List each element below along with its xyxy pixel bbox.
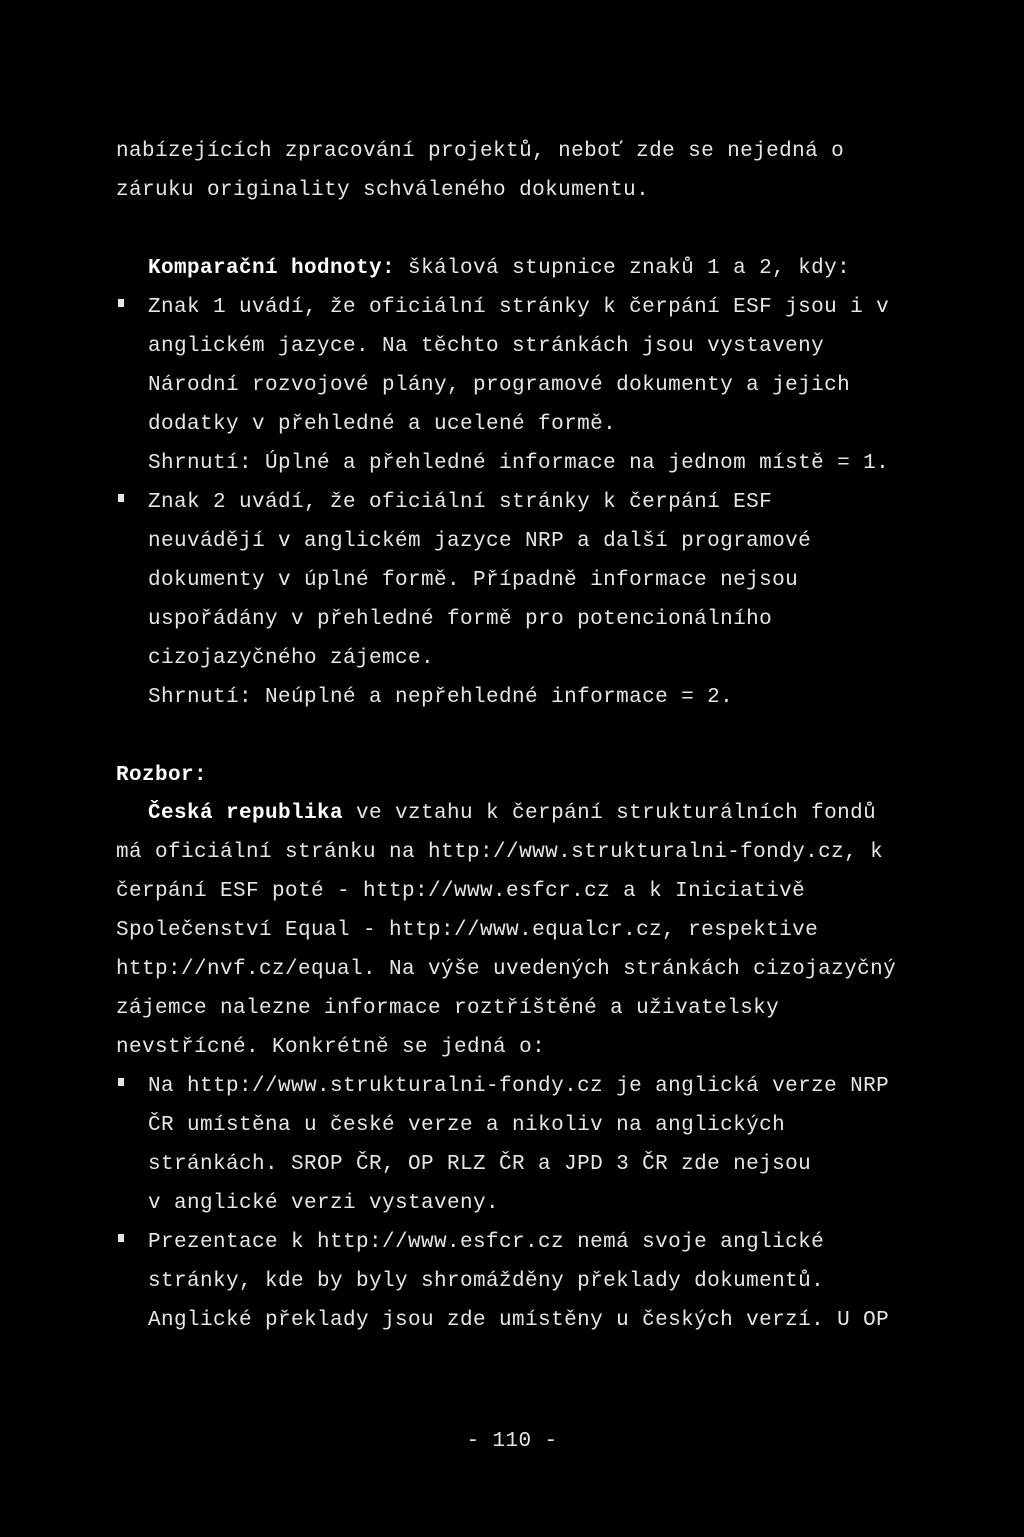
komparacni-line [148,257,850,281]
rozbor-line-6: zájemce nalezne informace roztříštěné a uživatelsky [116,997,780,1020]
komparacni-label: Komparační hodnoty: [148,257,396,280]
znak2-line-5: cizojazyčného zájemce. [148,647,435,670]
bullet4-line-1: Prezentace k http://www.esfcr.cz nemá svoje anglické [148,1231,825,1254]
bullet-marker-1 [118,299,124,307]
rozbor-line-1 [148,802,876,826]
bullet-marker-4 [118,1234,124,1242]
znak1-line-4: dodatky v přehledné a ucelené formě. [148,413,617,436]
intro-line-1: nabízejících zpracování projektů, neboť zde se nejedná o [116,140,845,163]
znak2-summary: Shrnutí: Neúplné a nepřehledné informace = 2. [148,686,734,709]
bullet3-line-4: v anglické verzi vystaveny. [148,1192,500,1215]
bullet3-line-2: ČR umístěna u české verze a nikoliv na anglických [148,1114,786,1137]
bullet4-line-3: Anglické překlady jsou zde umístěny u českých verzí. U OP [148,1309,890,1332]
bullet4-line-2: stránky, kde by byly shromážděny překlady dokumentů. [148,1270,825,1293]
bullet3-line-3: stránkách. SROP ČR, OP RLZ ČR a JPD 3 ČR zde nejsou [148,1153,812,1176]
page-number: - 110 - [466,1430,558,1453]
znak2-line-3: dokumenty v úplné formě. Případně informace nejsou [148,569,799,592]
bullet-marker-2 [118,494,124,502]
rozbor-line-3: čerpání ESF poté - http://www.esfcr.cz a k Iniciativě [116,880,806,903]
znak2-line-4: uspořádány v přehledné formě pro potencionálního [148,608,773,631]
bullet3-line-1: Na http://www.strukturalni-fondy.cz je anglická verze NRP [148,1075,890,1098]
rozbor-line-4: Společenství Equal - http://www.equalcr.cz, respektive [116,919,819,942]
rozbor-line-1-rest: ve vztahu k čerpání strukturálních fondů [343,802,877,825]
znak2-line-2: neuvádějí v anglickém jazyce NRP a další programové [148,530,812,553]
rozbor-country: Česká republika [148,802,344,825]
rozbor-line-7: nevstřícné. Konkrétně se jedná o: [116,1036,546,1059]
bullet-marker-3 [118,1078,124,1086]
intro-line-2: záruku originality schváleného dokumentu. [116,179,650,202]
znak1-line-3: Národní rozvojové plány, programové dokumenty a jejich [148,374,851,397]
rozbor-line-2: má oficiální stránku na http://www.strukturalni-fondy.cz, k [116,841,884,864]
znak1-summary: Shrnutí: Úplné a přehledné informace na jednom místě = 1. [148,452,890,475]
rozbor-heading: Rozbor: [116,764,208,787]
znak1-line-1: Znak 1 uvádí, že oficiální stránky k čerpání ESF jsou i v [148,296,890,319]
znak1-line-2: anglickém jazyce. Na těchto stránkách jsou vystaveny [148,335,825,358]
znak2-line-1: Znak 2 uvádí, že oficiální stránky k čerpání ESF [148,491,773,514]
rozbor-line-5: http://nvf.cz/equal. Na výše uvedených stránkách cizojazyčný [116,958,897,981]
komparacni-text: škálová stupnice znaků 1 a 2, kdy: [395,257,851,280]
